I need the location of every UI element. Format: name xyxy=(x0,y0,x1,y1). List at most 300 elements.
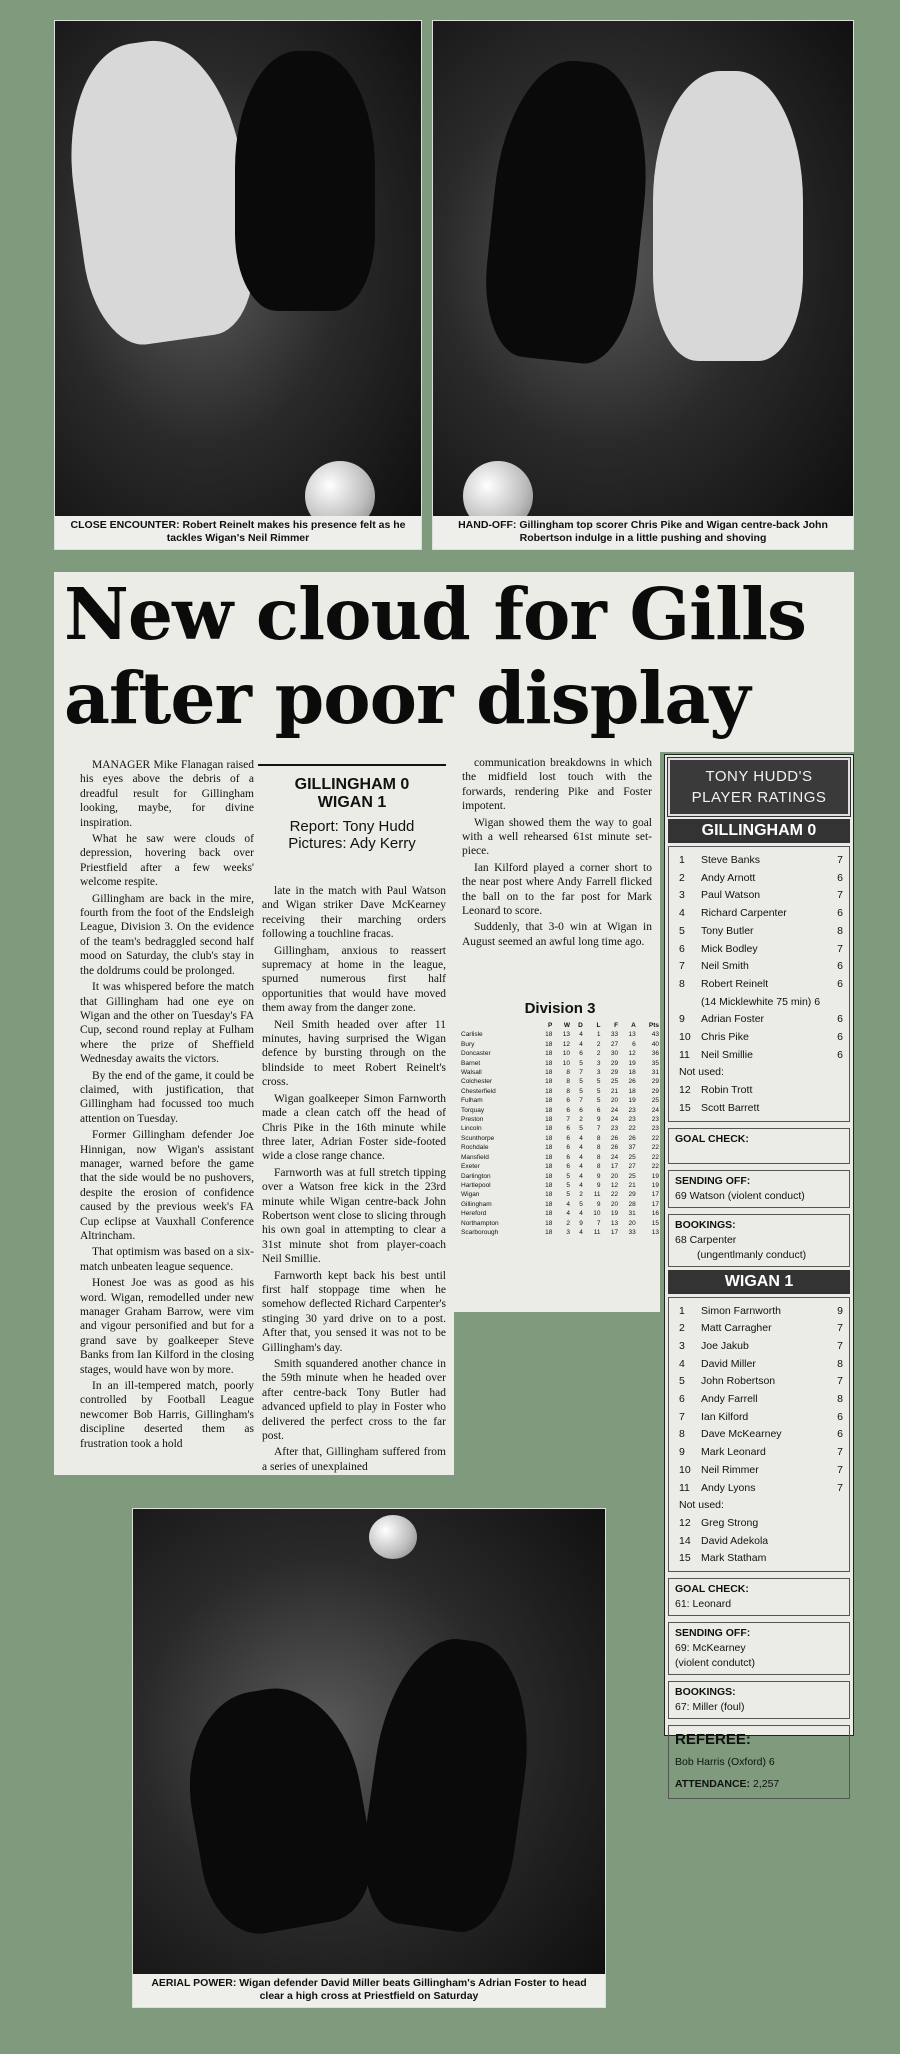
player-rating xyxy=(829,1515,843,1533)
player-figure xyxy=(235,51,375,311)
player-rating: 8 xyxy=(837,1393,843,1406)
league-cell: 43 xyxy=(651,1031,659,1039)
league-cell: 5 xyxy=(579,1087,583,1095)
player-rating xyxy=(829,1533,843,1551)
photo-caption: AERIAL POWER: Wigan defender David Miller beats Gillingham's Adrian Foster to head clear a high cross at Priestfield on Saturday xyxy=(133,1974,605,2007)
shirt-number: 8 xyxy=(679,977,685,990)
goal-check-value: 61: Leonard xyxy=(675,1598,732,1611)
article-paragraph: That optimism was based on a six-match unbeaten league sequence. xyxy=(80,1246,254,1273)
league-cell: 29 xyxy=(651,1078,659,1086)
league-cell: 25 xyxy=(651,1097,659,1105)
player-row xyxy=(679,958,843,976)
league-cell: 13 xyxy=(651,1228,659,1236)
player-row xyxy=(679,1444,843,1462)
team-header-gillingham: GILLINGHAM 0 xyxy=(668,819,850,843)
league-row xyxy=(460,1049,660,1058)
league-cell: 3 xyxy=(596,1069,601,1077)
shirt-number: 9 xyxy=(679,1013,685,1026)
player-rating: 7 xyxy=(837,854,843,866)
article-paragraph: MANAGER Mike Flanagan raised his eyes above the debris of a dreadful result for Gillingham looking, maybe, for divine inspiration. xyxy=(80,759,254,829)
league-cell: 15 xyxy=(651,1219,659,1227)
shirt-number: 4 xyxy=(679,1357,685,1370)
player-name: Dave McKearney xyxy=(701,1428,782,1441)
player-name: Chris Pike xyxy=(701,1031,749,1044)
ratings-title xyxy=(668,758,850,816)
league-header-cell: P xyxy=(548,1022,553,1029)
league-cell: 9 xyxy=(596,1200,601,1208)
league-cell: 24 xyxy=(610,1153,619,1161)
player-row xyxy=(679,905,843,923)
league-cell: Bury xyxy=(461,1040,475,1048)
league-row xyxy=(460,1162,660,1171)
player-rating: 6 xyxy=(837,977,843,990)
player-rating: 6 xyxy=(837,907,843,920)
league-cell: 2 xyxy=(596,1050,601,1058)
player-name: Paul Watson xyxy=(701,889,761,902)
player-row xyxy=(679,1480,843,1498)
league-row xyxy=(460,1077,660,1086)
player-row xyxy=(679,1011,843,1029)
wigan-bookings xyxy=(668,1681,850,1719)
photo-aerial-power xyxy=(132,1508,606,2008)
article-paragraph: Ian Kilford played a corner short to the near post where Andy Farrell flicked the ball on to the far post for Mark Leonard to score. xyxy=(462,861,652,918)
league-cell: Hereford xyxy=(461,1210,487,1218)
league-cell: 18 xyxy=(545,1144,553,1152)
shirt-number: 3 xyxy=(679,889,685,902)
sending-off-value: 69: McKearney xyxy=(675,1642,746,1655)
league-cell: 18 xyxy=(545,1228,553,1236)
shirt-number: 3 xyxy=(679,1339,685,1352)
player-row xyxy=(679,941,843,959)
league-row xyxy=(460,1200,660,1209)
league-cell: 23 xyxy=(651,1125,659,1133)
bookings-label: BOOKINGS: xyxy=(675,1218,736,1231)
player-name: Steve Banks xyxy=(701,854,760,866)
sending-off-reason: (violent condutct) xyxy=(675,1657,755,1670)
league-cell: 31 xyxy=(628,1210,636,1218)
article-paragraph: Suddenly, that 3-0 win at Wigan in August seemed an awful long time ago. xyxy=(462,921,652,948)
shirt-number: 2 xyxy=(679,871,685,884)
league-row xyxy=(460,1124,660,1133)
player-row xyxy=(679,1426,843,1444)
league-cell: 23 xyxy=(628,1106,636,1114)
league-cell: 33 xyxy=(610,1031,619,1039)
league-cell: 8 xyxy=(596,1134,601,1142)
league-cell: 18 xyxy=(628,1087,636,1095)
player-row xyxy=(679,1391,843,1409)
league-header-cell: F xyxy=(614,1022,619,1029)
league-cell: 4 xyxy=(579,1031,583,1039)
shirt-number: 14 xyxy=(679,1534,691,1547)
league-cell: 18 xyxy=(628,1069,636,1077)
gillingham-bookings xyxy=(668,1214,850,1267)
league-cell: Darlington xyxy=(461,1172,491,1180)
team-header-wigan: WIGAN 1 xyxy=(668,1270,850,1294)
article-paragraph: Smith squandered another chance in the 59th minute when he headed over after centre-back Tony Butler had advanced upfield to play in Foster who delivered the perfect cross to the far post. xyxy=(262,1358,446,1443)
player-rating: 6 xyxy=(837,1410,843,1423)
league-cell: 3 xyxy=(566,1228,570,1236)
shirt-number: 11 xyxy=(679,1481,690,1494)
league-cell: 18 xyxy=(545,1031,553,1039)
bookings-reason: (ungentlmanly conduct) xyxy=(697,1248,807,1261)
league-cell: 17 xyxy=(651,1191,659,1199)
league-cell: 24 xyxy=(651,1106,659,1114)
player-rating: 7 xyxy=(837,942,843,955)
league-cell: 17 xyxy=(610,1163,619,1171)
player-name: David Miller xyxy=(701,1357,756,1370)
player-rating: 6 xyxy=(837,960,843,973)
league-cell: Colchester xyxy=(461,1078,493,1086)
article-paragraph: Former Gillingham defender Joe Hinnigan, now Wigan's assistant manager, warned before the game that the side would be no pushovers, despite the erosion of confidence caused by the previous week's FA Cup eclipse at Vauxhall Conference Altrincham. xyxy=(80,1129,254,1242)
score-line-2: WIGAN 1 xyxy=(317,794,387,811)
league-cell: 12 xyxy=(562,1040,570,1048)
shirt-number: 8 xyxy=(679,1428,685,1441)
league-cell: Rochdale xyxy=(461,1144,489,1152)
league-row xyxy=(460,1068,660,1077)
bookings-label: BOOKINGS: xyxy=(675,1686,736,1699)
shirt-number: 1 xyxy=(679,854,685,866)
article-paragraph: In an ill-tempered match, poorly controlled by Football League newcomer Bob Harris, Gillingham's discipline deserted them as frustration took a hold xyxy=(80,1380,254,1450)
league-cell: 25 xyxy=(628,1153,636,1161)
league-cell: 18 xyxy=(545,1181,553,1189)
goal-check-label: GOAL CHECK: xyxy=(675,1583,749,1596)
player-name: Scott Barrett xyxy=(701,1101,760,1114)
league-cell: 27 xyxy=(610,1040,619,1048)
player-row xyxy=(679,870,843,888)
player-name: Andy Lyons xyxy=(701,1481,756,1494)
shirt-number: 2 xyxy=(679,1322,685,1335)
league-cell: Fulham xyxy=(461,1097,483,1105)
league-cell: 9 xyxy=(596,1172,601,1180)
league-row xyxy=(460,1059,660,1068)
league-cell: 18 xyxy=(545,1050,553,1058)
league-cell: Carlisle xyxy=(461,1031,483,1039)
league-cell: 30 xyxy=(610,1050,619,1058)
player-rating: 6 xyxy=(837,1048,843,1061)
shirt-number: 6 xyxy=(679,1393,685,1406)
league-cell: 5 xyxy=(579,1200,583,1208)
not-used-label: Not used: xyxy=(679,1499,724,1512)
league-cell: Northampton xyxy=(461,1219,499,1227)
player-rating xyxy=(829,1082,843,1100)
player-name: Robert Reinelt xyxy=(701,977,769,990)
article-paragraph: After that, Gillingham suffered from a series of unexplained xyxy=(262,1446,446,1473)
gillingham-sending-off xyxy=(668,1170,850,1208)
league-cell: 7 xyxy=(579,1069,583,1077)
league-cell: 8 xyxy=(596,1163,601,1171)
ratings-title-line-1: TONY HUDD'S xyxy=(705,768,813,785)
league-cell: Wigan xyxy=(461,1191,480,1199)
player-row xyxy=(679,1533,843,1551)
player-name: Matt Carragher xyxy=(701,1322,772,1335)
league-cell: Preston xyxy=(461,1116,484,1124)
league-cell: 18 xyxy=(545,1097,553,1105)
player-name: Greg Strong xyxy=(701,1516,759,1529)
player-rating: 7 xyxy=(837,1322,843,1335)
league-cell: Lincoln xyxy=(461,1125,482,1133)
league-cell: 19 xyxy=(651,1181,659,1189)
league-cell: 20 xyxy=(610,1097,619,1105)
headline-box xyxy=(54,572,854,752)
league-cell: 18 xyxy=(545,1078,553,1086)
league-cell: 4 xyxy=(566,1200,570,1208)
article-paragraph: Neil Smith headed over after 11 minutes, having surprised the Wigan defence by bursting through on the blindside to meet Robert Reinelt's cross. xyxy=(262,1018,446,1089)
league-cell: 6 xyxy=(566,1163,570,1171)
article-column-3 xyxy=(462,756,652,951)
article-paragraph: It was whispered before the match that Gillingham had one eye on Wigan and the other on Tuesday's FA Cup, second round replay at Fulham where the prize of Sheffield Wednesday awaits the victors. xyxy=(80,981,254,1066)
player-row xyxy=(679,1550,843,1568)
league-cell: 6 xyxy=(566,1144,570,1152)
league-cell: 5 xyxy=(566,1172,570,1180)
wigan-goal-check xyxy=(668,1578,850,1616)
article-paragraph: What he saw were clouds of depression, hovering back over Priestfield after a few weeks' welcome respite. xyxy=(80,833,254,889)
league-cell: 36 xyxy=(651,1050,659,1058)
not-used-label: Not used: xyxy=(679,1066,724,1079)
player-name: Mick Bodley xyxy=(701,942,758,955)
article-paragraph: Gillingham are back in the mire, fourth from the foot of the Endsleigh League, Division 3. On the evidence of the team's bedraggled second half mood on Saturday, the club's stay in the doldrums could be prolonged. xyxy=(80,892,254,977)
league-cell: 5 xyxy=(596,1087,601,1095)
league-cell: 33 xyxy=(628,1228,636,1236)
league-row xyxy=(460,1172,660,1181)
player-name: Tony Butler xyxy=(701,924,754,937)
sending-off-value: 69 Watson (violent conduct) xyxy=(675,1189,805,1202)
score-line-1: GILLINGHAM 0 xyxy=(294,776,410,793)
player-row xyxy=(679,1338,843,1356)
league-cell: Exeter xyxy=(461,1163,480,1171)
league-cell: Walsall xyxy=(461,1069,482,1077)
league-cell: 18 xyxy=(545,1116,553,1124)
player-rating: 6 xyxy=(837,871,843,884)
attendance-label: ATTENDANCE: xyxy=(675,1778,751,1791)
league-cell: 9 xyxy=(596,1181,601,1189)
picture-credit: Pictures: Ady Kerry xyxy=(288,835,416,852)
league-row xyxy=(460,1190,660,1199)
league-cell: 5 xyxy=(566,1181,570,1189)
league-cell: 6 xyxy=(566,1153,570,1161)
league-row xyxy=(460,1096,660,1105)
player-ratings-panel xyxy=(664,754,854,1791)
league-cell: 13 xyxy=(628,1031,636,1039)
league-cell: 4 xyxy=(566,1210,570,1218)
player-row xyxy=(679,1373,843,1391)
league-cell: 5 xyxy=(566,1191,570,1199)
player-name: Mark Statham xyxy=(701,1552,767,1565)
football xyxy=(369,1515,417,1559)
sending-off-label: SENDING OFF: xyxy=(675,1174,751,1187)
league-cell: 3 xyxy=(596,1059,601,1067)
shirt-number: 11 xyxy=(679,1048,690,1061)
league-cell: 6 xyxy=(579,1106,583,1114)
league-cell: 12 xyxy=(628,1050,636,1058)
player-name: Neil Smith xyxy=(701,960,749,973)
league-cell: 5 xyxy=(579,1125,583,1133)
league-cell: 17 xyxy=(651,1200,659,1208)
league-cell: 29 xyxy=(610,1069,619,1077)
bookings-value: 68 Carpenter xyxy=(675,1233,737,1246)
league-header-cell: L xyxy=(596,1022,601,1029)
player-rating: 6 xyxy=(837,1013,843,1026)
shirt-number: 5 xyxy=(679,1375,685,1388)
league-row xyxy=(460,1087,660,1096)
league-cell: 22 xyxy=(651,1144,659,1152)
shirt-number: 15 xyxy=(679,1101,691,1114)
league-cell: 22 xyxy=(651,1153,659,1161)
league-row xyxy=(460,1219,660,1228)
league-row xyxy=(460,1040,660,1049)
league-cell: Scarborough xyxy=(461,1228,499,1236)
wigan-sending-off xyxy=(668,1622,850,1675)
shirt-number: 5 xyxy=(679,924,685,937)
league-cell: 2 xyxy=(566,1219,570,1227)
player-row xyxy=(679,1462,843,1480)
article-paragraph: Farnworth kept back his best until first half stoppage time when he somehow deflected Richard Carpenter's stinging 30 yard drive on to a post. After that, you sensed it was not to be Gillingham's day. xyxy=(262,1269,446,1354)
league-cell: 22 xyxy=(651,1163,659,1171)
league-cell: 4 xyxy=(579,1181,583,1189)
league-cell: 4 xyxy=(579,1153,583,1161)
league-cell: 29 xyxy=(610,1059,619,1067)
photo-caption: HAND-OFF: Gillingham top scorer Chris Pike and Wigan centre-back John Robertson indulge in a little pushing and shoving xyxy=(433,516,853,549)
league-cell: 24 xyxy=(610,1106,619,1114)
player-rating: 8 xyxy=(837,924,843,937)
shirt-number: 6 xyxy=(679,942,685,955)
league-cell: 20 xyxy=(610,1172,619,1180)
league-cell: 29 xyxy=(628,1191,636,1199)
league-cell: 6 xyxy=(632,1040,636,1048)
league-cell: 6 xyxy=(566,1097,570,1105)
league-cell: 4 xyxy=(579,1172,583,1180)
player-row xyxy=(679,1320,843,1338)
league-cell: 6 xyxy=(596,1106,601,1114)
player-row xyxy=(679,1356,843,1374)
league-cell: 19 xyxy=(610,1210,619,1218)
league-cell: 2 xyxy=(579,1191,583,1199)
league-cell: 19 xyxy=(651,1172,659,1180)
league-cell: 18 xyxy=(545,1069,553,1077)
league-cell: Hartlepool xyxy=(461,1181,491,1189)
league-cell: 27 xyxy=(628,1163,636,1171)
shirt-number: 1 xyxy=(679,1304,685,1317)
article-column-1 xyxy=(80,758,254,1453)
league-row xyxy=(460,1209,660,1218)
league-cell: 18 xyxy=(545,1134,553,1142)
league-cell: 5 xyxy=(596,1097,601,1105)
league-cell: 22 xyxy=(628,1125,636,1133)
player-name: Andy Farrell xyxy=(701,1393,758,1406)
player-name: Robin Trott xyxy=(701,1084,753,1097)
substitute-note: (14 Micklewhite 75 min) 6 xyxy=(701,995,821,1008)
league-cell: 19 xyxy=(628,1059,636,1067)
player-rating: 6 xyxy=(837,1031,843,1044)
player-rating: 7 xyxy=(837,889,843,902)
league-cell: 7 xyxy=(596,1219,601,1227)
player-row xyxy=(679,1082,843,1100)
league-row xyxy=(460,1181,660,1190)
league-cell: 25 xyxy=(610,1078,619,1086)
league-row xyxy=(460,1228,660,1237)
report-box xyxy=(258,764,446,876)
player-rating: 9 xyxy=(837,1304,843,1317)
player-name: David Adekola xyxy=(701,1534,769,1547)
article-paragraph: Honest Joe was as good as his word. Wigan, remodelled under new manager Graham Barrow, were vim and vigour personified and but for a grand save by goalkeeper Steve Banks from Ian Kilford in the closing stages, would have won by more. xyxy=(80,1277,254,1376)
player-name: Simon Farnworth xyxy=(701,1304,781,1317)
league-cell: 20 xyxy=(610,1200,619,1208)
league-cell: 4 xyxy=(579,1163,583,1171)
sending-off-label: SENDING OFF: xyxy=(675,1627,751,1640)
article-paragraph: communication breakdowns in which the midfield lost touch with the forwards, rendering Pike and Foster impotent. xyxy=(462,757,652,813)
referee-box xyxy=(668,1725,850,1799)
player-rating xyxy=(829,1100,843,1118)
goal-check-label: GOAL CHECK: xyxy=(675,1132,749,1145)
player-rating: 7 xyxy=(837,1446,843,1459)
bookings-value: 67: Miller (foul) xyxy=(675,1701,745,1714)
league-cell: 5 xyxy=(579,1078,583,1086)
league-header-cell: A xyxy=(631,1022,636,1029)
article-column-2 xyxy=(262,884,446,1476)
league-cell: 10 xyxy=(593,1210,601,1218)
player-rating: 6 xyxy=(837,1428,843,1441)
league-cell: Barnet xyxy=(461,1059,481,1067)
shirt-number: 10 xyxy=(679,1031,691,1044)
shirt-number: 10 xyxy=(679,1463,691,1476)
league-header-cell xyxy=(460,1021,536,1030)
league-cell: 17 xyxy=(610,1228,619,1236)
league-cell: 11 xyxy=(593,1191,601,1199)
photo-hand-off xyxy=(432,20,854,550)
player-rating: 7 xyxy=(837,1375,843,1388)
league-cell: 28 xyxy=(628,1200,636,1208)
league-cell: 11 xyxy=(593,1228,601,1236)
shirt-number: 12 xyxy=(679,1084,691,1097)
player-name: Neil Smillie xyxy=(701,1048,753,1061)
player-row xyxy=(679,1029,843,1047)
league-cell: 5 xyxy=(579,1059,583,1067)
league-row xyxy=(460,1106,660,1115)
league-cell: 4 xyxy=(579,1144,583,1152)
league-cell: Torquay xyxy=(461,1106,485,1114)
shirt-number: 9 xyxy=(679,1446,685,1459)
league-cell: 9 xyxy=(579,1219,583,1227)
shirt-number: 7 xyxy=(679,960,685,973)
league-header-cell: D xyxy=(578,1022,583,1029)
league-cell: 9 xyxy=(596,1116,601,1124)
league-cell: Doncaster xyxy=(461,1050,491,1058)
league-cell: Mansfield xyxy=(461,1153,489,1161)
league-cell: 2 xyxy=(579,1116,583,1124)
league-header-cell: W xyxy=(563,1022,570,1029)
league-title: Division 3 xyxy=(524,1000,596,1017)
wigan-player-list xyxy=(668,1297,850,1573)
photo-caption: CLOSE ENCOUNTER: Robert Reinelt makes his presence felt as he tackles Wigan's Neil Rimmer xyxy=(55,516,421,549)
league-cell: Scunthorpe xyxy=(461,1134,495,1142)
player-row xyxy=(679,976,843,994)
league-cell: 13 xyxy=(562,1031,570,1039)
league-header-cell: Pts xyxy=(648,1022,659,1029)
league-cell: 10 xyxy=(562,1059,570,1067)
league-cell: 21 xyxy=(610,1087,619,1095)
league-cell: 26 xyxy=(610,1134,619,1142)
league-cell: 18 xyxy=(545,1172,553,1180)
league-cell: 18 xyxy=(545,1200,553,1208)
ratings-title-line-2: PLAYER RATINGS xyxy=(691,789,827,806)
league-cell: 26 xyxy=(628,1134,636,1142)
player-row xyxy=(679,887,843,905)
league-cell: 6 xyxy=(579,1050,583,1058)
league-cell: 22 xyxy=(651,1134,659,1142)
league-cell: 4 xyxy=(579,1040,583,1048)
league-cell: 18 xyxy=(545,1059,553,1067)
photo-close-encounter xyxy=(54,20,422,550)
player-name: Adrian Foster xyxy=(701,1013,765,1026)
